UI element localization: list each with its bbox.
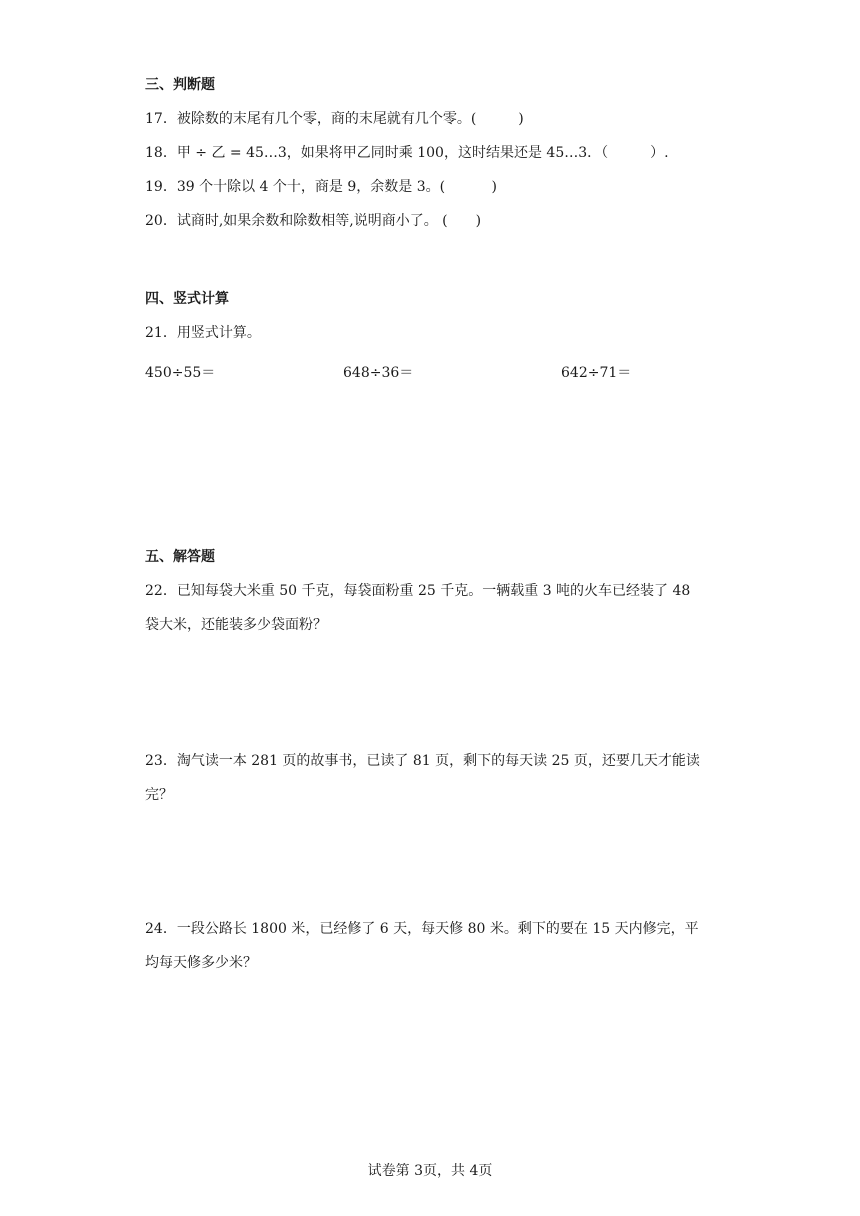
question-21: 21．用竖式计算。: [145, 325, 261, 341]
question-17: 17．被除数的末尾有几个零，商的末尾就有几个零。( ): [145, 111, 524, 127]
question-20: 20．试商时,如果余数和除数相等,说明商小了。 ( ): [145, 213, 482, 229]
question-18: 18．甲 ÷ 乙 = 45…3，如果将甲乙同时乘 100，这时结果还是 45…3．（ ）.: [145, 145, 669, 161]
calc-item-1: 450÷55＝: [145, 365, 216, 381]
question-22-line1: 22．已知每袋大米重 50 千克，每袋面粉重 25 千克。一辆载重 3 吨的火车已经装了 48: [145, 583, 691, 599]
question-23-line2: 完？: [145, 787, 173, 803]
question-24-line1: 24．一段公路长 1800 米，已经修了 6 天，每天修 80 米。剩下的要在 15 天内修完，平: [145, 921, 699, 937]
question-24-line2: 均每天修多少米？: [145, 955, 257, 971]
question-19: 19．39 个十除以 4 个十，商是 9，余数是 3。( ): [145, 179, 497, 195]
calc-item-2: 648÷36＝: [343, 365, 414, 381]
section4-heading: 四、竖式计算: [145, 291, 229, 307]
question-23-line1: 23．淘气读一本 281 页的故事书，已读了 81 页，剩下的每天读 25 页，还要几天才能读: [145, 753, 700, 769]
section5-heading: 五、解答题: [145, 549, 215, 565]
page-footer: 试卷第 3页，共 4页: [367, 1163, 493, 1179]
question-22-line2: 袋大米，还能装多少袋面粉？: [145, 617, 327, 633]
section3-heading: 三、判断题: [145, 77, 215, 93]
calc-item-3: 642÷71＝: [561, 365, 632, 381]
